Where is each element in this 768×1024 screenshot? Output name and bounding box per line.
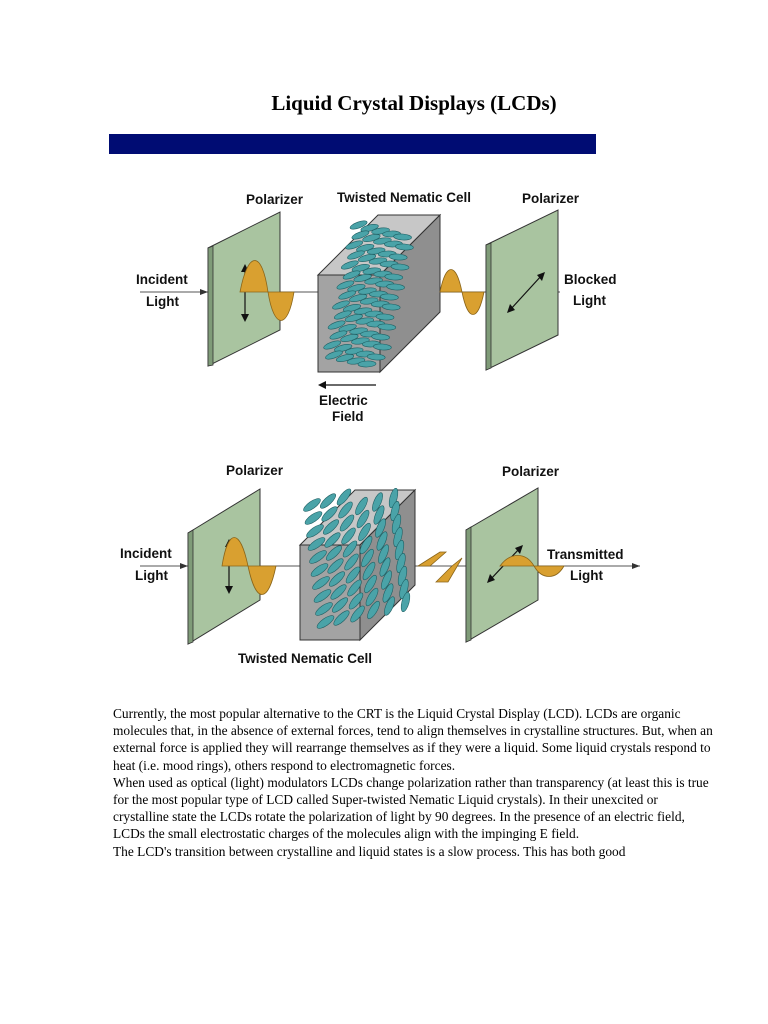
d2-transmitted-label-1: Transmitted (547, 547, 624, 562)
d1-polarizer-right-label: Polarizer (522, 191, 580, 206)
d2-incident-label-2: Light (135, 568, 168, 583)
polarizer-right-panel (486, 210, 558, 370)
d1-blocked-label-1: Blocked (564, 272, 617, 287)
paragraph-1: Currently, the most popular alternative to the CRT is the Liquid Crystal Display (LCD). LCDs are organic molecules that, in the absence of external forces, tend to align themselves in crystalline structures. But, when an external force is applied they will rearrange themselves as if they were a liquid. Some liquid crystals respond to heat (i.e. mood rings), others respond to electromagnetic forces. (113, 706, 713, 773)
d1-polarizer-left-label: Polarizer (246, 192, 304, 207)
page-title: Liquid Crystal Displays (LCDs) (271, 91, 557, 115)
d1-incident-label-1: Incident (136, 272, 188, 287)
d2-cell-label: Twisted Nematic Cell (238, 651, 373, 666)
wave-4a (418, 552, 446, 566)
paragraph-3: The LCD's transition between crystalline and liquid states is a slow process. This has both good (113, 843, 626, 859)
d2-transmitted-label-2: Light (570, 568, 603, 583)
d2-polarizer-right-label: Polarizer (502, 464, 560, 479)
d2-incident-label-1: Incident (120, 546, 172, 561)
d1-blocked-label-2: Light (573, 293, 606, 308)
d1-cell-label: Twisted Nematic Cell (337, 190, 472, 205)
d2-polarizer-left-label: Polarizer (226, 463, 284, 478)
twisted-nematic-cell-2 (300, 487, 415, 640)
twisted-nematic-cell (318, 215, 440, 372)
d1-field-label-2: Field (332, 409, 364, 424)
d1-field-label-1: Electric (319, 393, 368, 408)
crystal-molecule (358, 361, 376, 368)
paragraph-2: When used as optical (light) modulators LCDs change polarization rather than transparency (at least this is true for the most popular type of LCD called Super-twisted Nematic Liquid crystals). In their unexcited or crystalline state the LCDs rotate the polarization of light by 90 degrees. In the presence of an electric field, LCDs the small electrostatic charges of the molecules align with the impinging E field. (113, 774, 709, 842)
d1-incident-label-2: Light (146, 294, 179, 309)
crystal-molecule (302, 496, 323, 513)
wave-4b (436, 558, 462, 582)
wave-2 (440, 270, 484, 315)
body-text (113, 705, 713, 860)
